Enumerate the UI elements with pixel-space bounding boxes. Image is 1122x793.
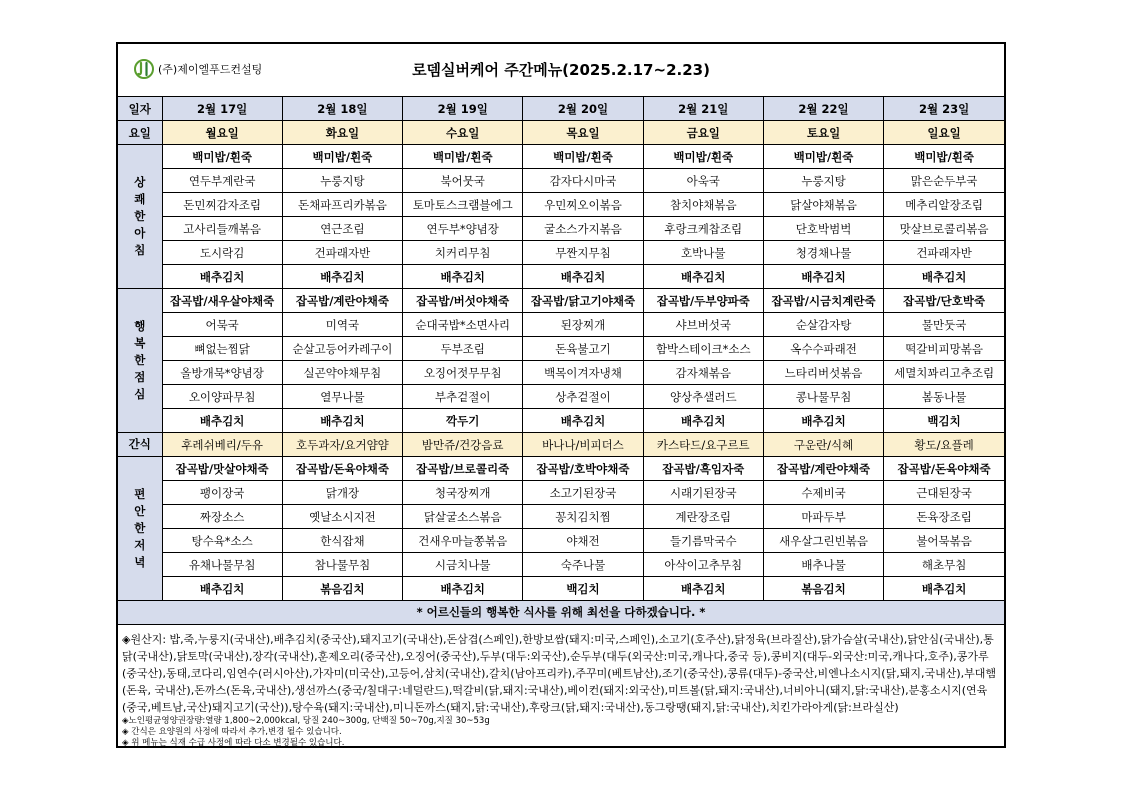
menu-item: 돈민찌감자조림 (162, 193, 282, 217)
menu-item: 누룽지탕 (282, 169, 402, 193)
dinner-label: 편 안 한 저 녁 (118, 457, 162, 601)
nutrition-note: ◈노인평균영양권장량:열량 1,800~2,000kcal, 당질 240~300g, 단백질 50~70g,지질 30~53g (122, 716, 490, 726)
menu-item: 무짠지무침 (523, 241, 643, 265)
menu-item: 배추나물 (763, 553, 883, 577)
date-cell: 2월 23일 (884, 97, 1004, 121)
breakfast-label: 상 쾌 한 아 침 (118, 145, 162, 289)
menu-item: 양상추샐러드 (643, 385, 763, 409)
menu-item: 연두부*양념장 (403, 217, 523, 241)
dinner-row (118, 481, 1004, 505)
menu-item: 잡곡밥/단호박죽 (884, 289, 1004, 313)
menu-item: 잡곡밥/돈육야채죽 (282, 457, 402, 481)
menu-item: 콩나물무침 (763, 385, 883, 409)
breakfast-row (118, 145, 1004, 169)
menu-item: 두부조림 (403, 337, 523, 361)
menu-item: 백김치 (884, 409, 1004, 433)
weekday-cell: 목요일 (523, 121, 643, 145)
menu-item: 배추김치 (162, 409, 282, 433)
menu-item: 굴소스가지볶음 (523, 217, 643, 241)
title-bar (118, 44, 1004, 97)
menu-item: 우민찌오이볶음 (523, 193, 643, 217)
snack-label: 간식 (118, 433, 162, 457)
menu-item: 계란장조림 (643, 505, 763, 529)
weekday-cell: 일요일 (884, 121, 1004, 145)
menu-item: 고사리들깨볶음 (162, 217, 282, 241)
menu-item: 배추김치 (884, 577, 1004, 601)
service-message: * 어르신들의 행복한 식사를 위해 최선을 다하겠습니다. * (118, 601, 1004, 625)
weekday-cell: 화요일 (282, 121, 402, 145)
menu-item: 참나물무침 (282, 553, 402, 577)
menu-item: 잡곡밥/돈육야채죽 (884, 457, 1004, 481)
menu-item: 참치야채볶음 (643, 193, 763, 217)
menu-item: 배추김치 (523, 265, 643, 289)
company-name: (주)제이엘푸드컨설팅 (158, 63, 263, 76)
menu-item: 오징어젓무무침 (403, 361, 523, 385)
date-cell: 2월 18일 (282, 97, 402, 121)
origin-info: ◈원산지: 밥,죽,누룽지(국내산),배추김치(중국산),돼지고기(국내산),돈삼겹(스페인),한방보쌈(돼지:미국,스페인),소고기(호주산),닭정육(브라질산),닭가슴살(국내산),닭안심(국내산),통닭(국내산),닭토막(국내산),장각(국내산),훈제오리(중국산),오징어(중국산),두부(대두:외국산),순두부(대두(외국산:미국,캐나다,중국 등),콩비지(대두-외국산:미국,캐나다,호주),콩가루(중국산),동태,코다리,임연수(러시아산),가자미(미국산),고등어,삼치(국내산),갈치(남아프리카),주꾸미(베트남산),조기(중국산),콩류(대두)-중국산,비엔나소시지(닭,돼지,국내산),부대햄(돈육, 국내산),돈까스(돈육,국내산),생선까스(중국/칠대구:네덜란드),떡갈비(닭,돼지:국내산),베이컨(돼지:외국산),미트볼(닭,돼지:국내산),너비아니(돼지,닭:국내산),분홍소시지(연육(중국,베트남,국산)돼지고기(국산)),탕수육(돼지:국내산),미니돈까스(돼지,닭:국내산),후랑크(닭,돼지:국내산),동그랑땡(돼지,닭:국내산),치킨가라아게(닭:브라실산) (122, 633, 996, 714)
menu-item: 건파래자반 (282, 241, 402, 265)
menu-item: 호박나물 (643, 241, 763, 265)
menu-item: 백김치 (523, 577, 643, 601)
menu-item: 청경채나물 (763, 241, 883, 265)
menu-item: 세멸치꽈리고추조림 (884, 361, 1004, 385)
menu-item: 봄동나물 (884, 385, 1004, 409)
snack-cell: 밤만쥬/건강음료 (403, 433, 523, 457)
menu-item: 느타리버섯볶음 (763, 361, 883, 385)
menu-item: 잡곡밥/시금치계란죽 (763, 289, 883, 313)
menu-item: 북어뭇국 (403, 169, 523, 193)
menu-item: 돈육장조림 (884, 505, 1004, 529)
menu-item: 연두부계란국 (162, 169, 282, 193)
date-row (118, 97, 1004, 121)
snack-change-note: ◈ 간식은 요양원의 사정에 따라서 추가,변경 될수 있습니다. (122, 727, 342, 737)
snack-cell: 바나나/비피더스 (523, 433, 643, 457)
menu-item: 메추리알장조림 (884, 193, 1004, 217)
weekday-cell: 월요일 (162, 121, 282, 145)
menu-item: 배추김치 (162, 265, 282, 289)
dinner-row (118, 577, 1004, 601)
breakfast-row (118, 265, 1004, 289)
menu-item: 수제비국 (763, 481, 883, 505)
menu-item: 숙주나물 (523, 553, 643, 577)
menu-item: 단호박범벅 (763, 217, 883, 241)
menu-item: 떡갈비피망볶음 (884, 337, 1004, 361)
menu-item: 순살고등어카레구이 (282, 337, 402, 361)
menu-item: 배추김치 (282, 265, 402, 289)
menu-item: 감자다시마국 (523, 169, 643, 193)
menu-item: 옥수수파래전 (763, 337, 883, 361)
menu-item: 시금치나물 (403, 553, 523, 577)
menu-item: 배추김치 (403, 577, 523, 601)
menu-item: 배추김치 (763, 265, 883, 289)
menu-item: 잡곡밥/계란야채죽 (763, 457, 883, 481)
menu-item: 소고기된장국 (523, 481, 643, 505)
menu-item: 시래기된장국 (643, 481, 763, 505)
menu-item: 돈육불고기 (523, 337, 643, 361)
menu-item: 탕수육*소스 (162, 529, 282, 553)
menu-item: 누룽지탕 (763, 169, 883, 193)
breakfast-row (118, 217, 1004, 241)
menu-table (118, 97, 1004, 601)
menu-item: 어묵국 (162, 313, 282, 337)
weekday-label: 요일 (118, 121, 162, 145)
lunch-row (118, 313, 1004, 337)
menu-item: 백미밥/흰죽 (403, 145, 523, 169)
menu-item: 후랑크케찹조림 (643, 217, 763, 241)
menu-item: 잡곡밥/호박야채죽 (523, 457, 643, 481)
menu-item: 짜장소스 (162, 505, 282, 529)
menu-item: 돈채파프리카볶음 (282, 193, 402, 217)
menu-item: 들기름막국수 (643, 529, 763, 553)
menu-change-note: ◈ 위 메뉴는 식재 수급 사정에 따라 다소 변경될수 있습니다. (122, 738, 345, 748)
date-cell: 2월 19일 (403, 97, 523, 121)
lunch-row (118, 337, 1004, 361)
menu-item: 미역국 (282, 313, 402, 337)
menu-item: 함박스테이크*소스 (643, 337, 763, 361)
menu-item: 도시락김 (162, 241, 282, 265)
weekly-menu-sheet (116, 42, 1006, 748)
menu-item: 마파두부 (763, 505, 883, 529)
date-label: 일자 (118, 97, 162, 121)
menu-item: 잡곡밥/버섯야채죽 (403, 289, 523, 313)
menu-item: 아삭이고추무침 (643, 553, 763, 577)
menu-item: 청국장찌개 (403, 481, 523, 505)
menu-item: 실곤약야채무침 (282, 361, 402, 385)
menu-item: 상추겉절이 (523, 385, 643, 409)
dinner-row (118, 505, 1004, 529)
menu-item: 잡곡밥/닭고기야채죽 (523, 289, 643, 313)
menu-item: 물만둣국 (884, 313, 1004, 337)
date-cell: 2월 22일 (763, 97, 883, 121)
menu-item: 닭개장 (282, 481, 402, 505)
menu-item: 옛날소시지전 (282, 505, 402, 529)
menu-item: 연근조림 (282, 217, 402, 241)
menu-item: 순살감자탕 (763, 313, 883, 337)
menu-item: 열무나물 (282, 385, 402, 409)
menu-item: 배추김치 (162, 577, 282, 601)
menu-item: 감자채볶음 (643, 361, 763, 385)
menu-item: 백미밥/흰죽 (643, 145, 763, 169)
menu-item: 맛살브로콜리볶음 (884, 217, 1004, 241)
menu-item: 샤브버섯국 (643, 313, 763, 337)
weekday-cell: 토요일 (763, 121, 883, 145)
breakfast-row (118, 169, 1004, 193)
weekday-cell: 수요일 (403, 121, 523, 145)
menu-item: 잡곡밥/맛살야채죽 (162, 457, 282, 481)
menu-item: 건새우마늘쫑볶음 (403, 529, 523, 553)
menu-item: 불어묵볶음 (884, 529, 1004, 553)
menu-item: 백미밥/흰죽 (282, 145, 402, 169)
menu-item: 볶음김치 (763, 577, 883, 601)
notes-section (118, 625, 1004, 749)
menu-item: 백미밥/흰죽 (523, 145, 643, 169)
dinner-row (118, 457, 1004, 481)
menu-item: 아욱국 (643, 169, 763, 193)
lunch-row (118, 289, 1004, 313)
menu-item: 닭살야채볶음 (763, 193, 883, 217)
snack-cell: 후레쉬베리/두유 (162, 433, 282, 457)
menu-item: 배추김치 (523, 409, 643, 433)
menu-item: 배추김치 (403, 265, 523, 289)
menu-item: 치커리무침 (403, 241, 523, 265)
menu-item: 새우살그린빈볶음 (763, 529, 883, 553)
dinner-row (118, 529, 1004, 553)
menu-item: 배추김치 (643, 265, 763, 289)
breakfast-row (118, 193, 1004, 217)
menu-item: 볶음김치 (282, 577, 402, 601)
menu-item: 유채나물무침 (162, 553, 282, 577)
menu-item: 배추김치 (884, 265, 1004, 289)
menu-item: 토마토스크램블에그 (403, 193, 523, 217)
menu-item: 배추김치 (643, 409, 763, 433)
menu-item: 근대된장국 (884, 481, 1004, 505)
menu-item: 맑은순두부국 (884, 169, 1004, 193)
menu-item: 건파래자반 (884, 241, 1004, 265)
menu-item: 한식잡채 (282, 529, 402, 553)
menu-item: 잡곡밥/새우살야채죽 (162, 289, 282, 313)
menu-item: 부추겉절이 (403, 385, 523, 409)
dinner-row (118, 553, 1004, 577)
menu-item: 깍두기 (403, 409, 523, 433)
menu-item: 오이양파무침 (162, 385, 282, 409)
menu-item: 꽁치김치찜 (523, 505, 643, 529)
menu-item: 백미밥/흰죽 (884, 145, 1004, 169)
lunch-row (118, 361, 1004, 385)
menu-item: 뼈없는찜닭 (162, 337, 282, 361)
snack-cell: 구운란/식혜 (763, 433, 883, 457)
date-cell: 2월 21일 (643, 97, 763, 121)
menu-item: 배추김치 (282, 409, 402, 433)
menu-item: 순대국밥*소면사리 (403, 313, 523, 337)
page-title: 로뎀실버케어 주간메뉴(2025.2.17~2.23) (412, 61, 710, 79)
menu-item: 배추김치 (763, 409, 883, 433)
snack-cell: 카스타드/요구르트 (643, 433, 763, 457)
snack-cell: 호두과자/요거얌얌 (282, 433, 402, 457)
snack-cell: 황도/요플레 (884, 433, 1004, 457)
menu-item: 백미밥/흰죽 (763, 145, 883, 169)
date-cell: 2월 17일 (162, 97, 282, 121)
menu-item: 된장찌개 (523, 313, 643, 337)
lunch-label: 행 복 한 점 심 (118, 289, 162, 433)
breakfast-row (118, 241, 1004, 265)
weekday-row (118, 121, 1004, 145)
menu-item: 배추김치 (643, 577, 763, 601)
menu-item: 팽이장국 (162, 481, 282, 505)
menu-item: 올방개묵*양념장 (162, 361, 282, 385)
menu-item: 닭살굴소스볶음 (403, 505, 523, 529)
menu-item: 백미밥/흰죽 (162, 145, 282, 169)
menu-item: 잡곡밥/흑임자죽 (643, 457, 763, 481)
menu-item: 야채전 (523, 529, 643, 553)
snack-row (118, 433, 1004, 457)
menu-item: 잡곡밥/계란야채죽 (282, 289, 402, 313)
lunch-row (118, 409, 1004, 433)
menu-item: 백목이겨자냉채 (523, 361, 643, 385)
menu-item: 잡곡밥/브로콜리죽 (403, 457, 523, 481)
menu-item: 잡곡밥/두부양파죽 (643, 289, 763, 313)
menu-item: 해초무침 (884, 553, 1004, 577)
lunch-row (118, 385, 1004, 409)
weekday-cell: 금요일 (643, 121, 763, 145)
date-cell: 2월 20일 (523, 97, 643, 121)
